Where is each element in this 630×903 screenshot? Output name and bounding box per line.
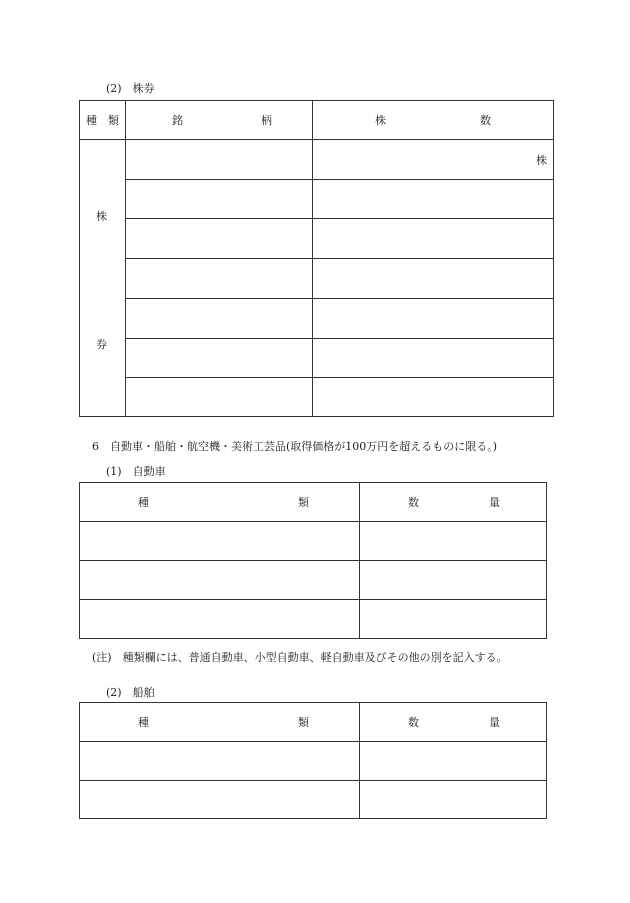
stock-brand-cell[interactable]	[126, 338, 313, 377]
car-header-type: 種 類	[80, 483, 360, 522]
car-qty-cell[interactable]	[360, 600, 547, 639]
stock-brand-cell[interactable]	[126, 219, 313, 259]
stock-brand-cell[interactable]	[126, 180, 313, 219]
car-type-cell[interactable]	[80, 600, 360, 639]
stocks-table	[79, 100, 554, 417]
ship-type-cell[interactable]	[80, 742, 360, 781]
ship-qty-cell[interactable]	[360, 742, 547, 781]
stock-count-cell[interactable]	[313, 338, 554, 377]
ships-table	[79, 702, 547, 819]
car-type-cell[interactable]	[80, 561, 360, 600]
cars-table	[79, 482, 547, 639]
ship-type-cell[interactable]	[80, 781, 360, 819]
header-brand: 銘 柄	[126, 101, 313, 140]
section6-heading: 6 自動車・船舶・航空機・美術工芸品(取得価格が100万円を超えるものに限る。)	[92, 440, 498, 453]
car-qty-cell[interactable]	[360, 561, 547, 600]
stock-count-cell[interactable]	[313, 298, 554, 338]
ship-header-type: 種 類	[80, 703, 360, 742]
car-type-cell[interactable]	[80, 522, 360, 561]
car-header-qty: 数 量	[360, 483, 547, 522]
car-qty-cell[interactable]	[360, 522, 547, 561]
stocks-heading: (2) 株券	[106, 82, 155, 95]
stock-brand-cell[interactable]	[126, 259, 313, 298]
stock-count-cell[interactable]	[313, 180, 554, 219]
cars-note: (注) 種類欄には、普通自動車、小型自動車、軽自動車及びその他の別を記入する。	[92, 651, 508, 664]
cars-heading: (1) 自動車	[106, 465, 166, 478]
stock-count-cell[interactable]	[313, 377, 554, 416]
stock-count-cell[interactable]	[313, 219, 554, 259]
stock-count-cell[interactable]	[313, 140, 554, 180]
stock-brand-cell[interactable]	[126, 140, 313, 180]
ship-qty-cell[interactable]	[360, 781, 547, 819]
stock-count-cell[interactable]	[313, 259, 554, 298]
header-type: 種 類	[80, 101, 126, 140]
stock-unit-label: 株	[536, 154, 547, 167]
ship-header-qty: 数 量	[360, 703, 547, 742]
stock-brand-cell[interactable]	[126, 298, 313, 338]
stock-type-cell: 株 券	[80, 140, 126, 417]
header-count: 株 数	[313, 101, 554, 140]
ships-heading: (2) 船舶	[106, 686, 155, 699]
stock-brand-cell[interactable]	[126, 377, 313, 416]
